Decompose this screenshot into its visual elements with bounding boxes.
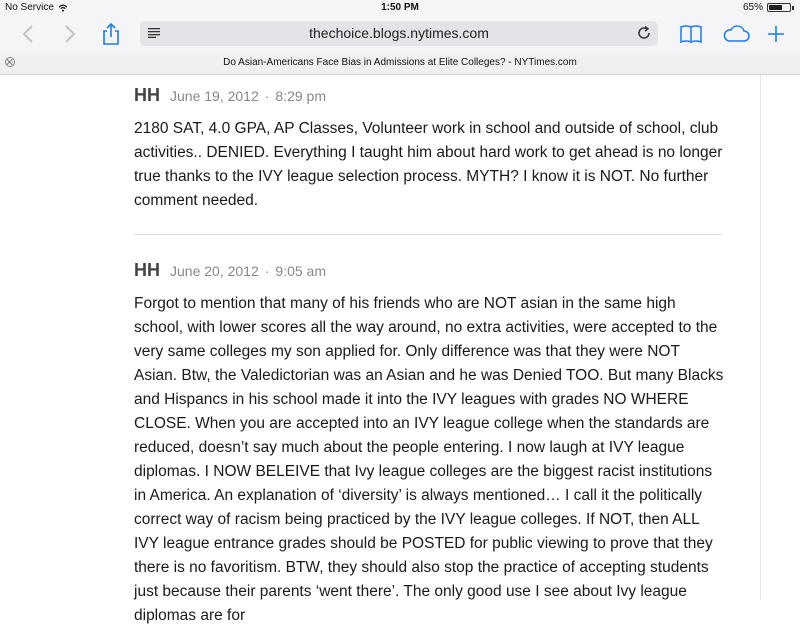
icloud-tabs-button[interactable]	[720, 20, 752, 48]
bookmarks-button[interactable]	[677, 20, 705, 48]
status-time: 1:50 PM	[381, 2, 419, 13]
content-edge-divider	[760, 75, 761, 600]
comment	[134, 85, 724, 213]
share-button[interactable]	[97, 20, 125, 48]
comment-time[interactable]: 8:29 pm	[275, 88, 327, 104]
comment-header	[134, 260, 724, 284]
page-content[interactable]	[0, 75, 800, 624]
comment-date[interactable]: June 19, 2012	[170, 88, 259, 104]
status-bar	[0, 0, 800, 16]
comment-separator: ·	[264, 88, 270, 104]
battery-fill	[769, 5, 782, 10]
url-text: thechoice.blogs.nytimes.com	[309, 25, 489, 41]
tab-bar	[0, 52, 800, 75]
cloud-icon	[721, 24, 751, 44]
plus-icon	[767, 25, 785, 43]
comment	[134, 260, 724, 628]
status-right	[743, 2, 794, 13]
carrier-label: No Service	[5, 2, 54, 13]
battery-percent: 65%	[742, 2, 763, 13]
comment-body: 2180 SAT, 4.0 GPA, AP Classes, Volunteer work in school and outside of school, club activities.. DENIED. Everything I taught him about hard work to get ahead is no longer true thanks to the IVY league selection process. MYTH? I know it is NOT. No further comment needed.	[134, 120, 723, 209]
forward-button[interactable]	[56, 20, 84, 48]
address-bar[interactable]	[140, 21, 658, 46]
comment-body: Forgot to mention that many of his friends who are NOT asian in the same high school, with lower scores all the way around, no extra activities, were accepted to the very same colleges my son applied for. Only difference was that they were NOT Asian. Btw, the Valedictorian was an Asian and he was Denied TOO. But many Blacks and Hispancs in his school made it into the IVY leagues with grades NO WHERE CLOSE. When you are accepted into an IVY league college when the standards are reduced, doesn’t say much about the people entering. I now laugh at IVY league diplomas. I NOW BELEIVE that Ivy league colleges are the biggest racist institutions in America. An explanation of ‘diversity’ is always mentioned… I call it the politically correct way of racism being practiced by the IVY league colleges. If NOT, then ALL IVY league entrance grades should be POSTED for public viewing to prove that they there is no favoritism. BTW, they should also stop the practice of accepting students just because their parents ‘went there’. The only good use I see about Ivy league diplomas are for	[134, 295, 724, 624]
comment-date[interactable]: June 20, 2012	[170, 263, 259, 279]
new-tab-button[interactable]	[762, 20, 790, 48]
battery-tip	[792, 6, 794, 10]
browser-toolbar	[0, 16, 800, 52]
chevron-right-icon	[63, 24, 77, 44]
comment-author[interactable]: HH	[134, 260, 160, 280]
comment-separator: ·	[264, 263, 270, 279]
chevron-left-icon	[21, 24, 35, 44]
comment-time[interactable]: 9:05 am	[275, 263, 327, 279]
comment-divider	[134, 234, 722, 235]
tab-title[interactable]: Do Asian-Americans Face Bias in Admissions at Elite Colleges? - NYTimes.com	[223, 57, 577, 68]
reload-icon[interactable]	[636, 25, 652, 41]
comment-author[interactable]: HH	[134, 85, 160, 105]
share-icon	[101, 22, 121, 46]
book-icon	[679, 24, 703, 44]
back-button[interactable]	[14, 20, 42, 48]
comment-header	[134, 85, 724, 109]
battery-icon	[767, 3, 791, 12]
